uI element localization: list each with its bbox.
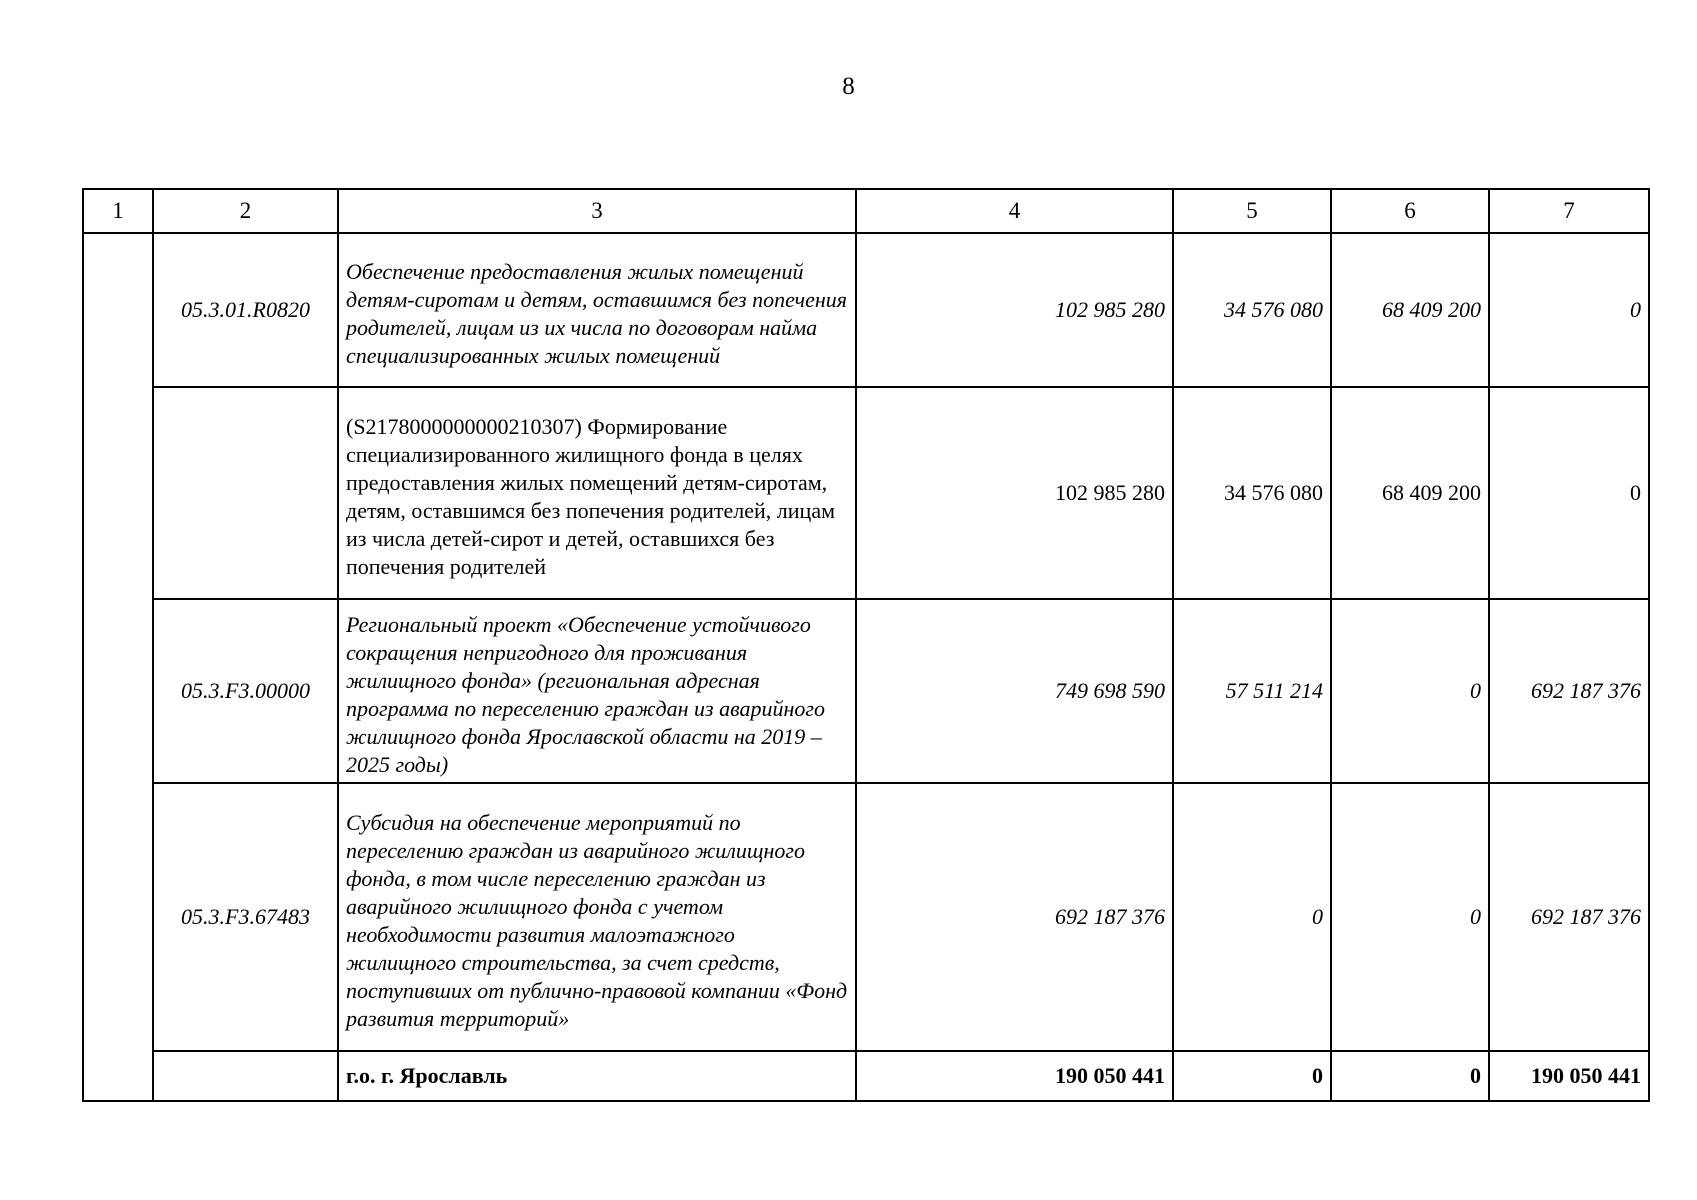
header-col-7: 7 xyxy=(1489,189,1649,233)
row-description: Региональный проект «Обеспечение устойчивого сокращения непригодного для проживания жилищного фонда» (региональная адресная программа по переселению граждан из аварийного жилищного фонда Ярославской области на 2019 – 2025 годы) xyxy=(338,599,856,783)
row-value-col4: 102 985 280 xyxy=(856,387,1173,599)
row-code xyxy=(153,387,338,599)
row-value-col6: 0 xyxy=(1331,783,1489,1051)
row-description: Субсидия на обеспечение мероприятий по переселению граждан из аварийного жилищного фонда, в том числе переселению граждан из аварийного жилищного фонда с учетом необходимости развития малоэтажного жилищного строительства, за счет средств, поступивших от публично-правовой компании «Фонд развития территорий» xyxy=(338,783,856,1051)
row-code: 05.3.01.R0820 xyxy=(153,233,338,387)
table-header-row xyxy=(83,189,1649,233)
header-col-5: 5 xyxy=(1173,189,1331,233)
empty-number-cell xyxy=(83,233,153,1101)
row-code: 05.3.F3.00000 xyxy=(153,599,338,783)
header-col-4: 4 xyxy=(856,189,1173,233)
row-value-col6: 0 xyxy=(1331,599,1489,783)
row-value-col4: 692 187 376 xyxy=(856,783,1173,1051)
table-row xyxy=(83,387,1649,599)
table-row-total xyxy=(83,1051,1649,1101)
row-value-col6: 68 409 200 xyxy=(1331,387,1489,599)
header-col-3: 3 xyxy=(338,189,856,233)
table-row xyxy=(83,599,1649,783)
header-col-1: 1 xyxy=(83,189,153,233)
row-code: 05.3.F3.67483 xyxy=(153,783,338,1051)
row-value-col5: 34 576 080 xyxy=(1173,387,1331,599)
row-value-col7: 0 xyxy=(1489,387,1649,599)
row-value-col6: 0 xyxy=(1331,1051,1489,1101)
page-number: 8 xyxy=(842,73,855,100)
row-value-col7: 692 187 376 xyxy=(1489,599,1649,783)
row-value-col4: 102 985 280 xyxy=(856,233,1173,387)
row-value-col5: 57 511 214 xyxy=(1173,599,1331,783)
row-description: Обеспечение предоставления жилых помещений детям-сиротам и детям, оставшимся без попечения родителей, лицам из их числа по договорам найма специализированных жилых помещений xyxy=(338,233,856,387)
table-row xyxy=(83,783,1649,1051)
row-value-col5: 0 xyxy=(1173,1051,1331,1101)
budget-table xyxy=(82,188,1650,1102)
row-value-col4: 749 698 590 xyxy=(856,599,1173,783)
row-value-col7: 692 187 376 xyxy=(1489,783,1649,1051)
row-code xyxy=(153,1051,338,1101)
row-value-col5: 34 576 080 xyxy=(1173,233,1331,387)
row-value-col7: 0 xyxy=(1489,233,1649,387)
row-description: г.о. г. Ярославль xyxy=(338,1051,856,1101)
row-value-col4: 190 050 441 xyxy=(856,1051,1173,1101)
row-value-col5: 0 xyxy=(1173,783,1331,1051)
row-value-col7: 190 050 441 xyxy=(1489,1051,1649,1101)
row-description: (S2178000000000210307) Формирование специализированного жилищного фонда в целях предоставления жилых помещений детям-сиротам, детям, оставшимся без попечения родителей, лицам из числа детей-сирот и детей, оставшихся без попечения родителей xyxy=(338,387,856,599)
table-row xyxy=(83,233,1649,387)
header-col-6: 6 xyxy=(1331,189,1489,233)
header-col-2: 2 xyxy=(153,189,338,233)
row-value-col6: 68 409 200 xyxy=(1331,233,1489,387)
